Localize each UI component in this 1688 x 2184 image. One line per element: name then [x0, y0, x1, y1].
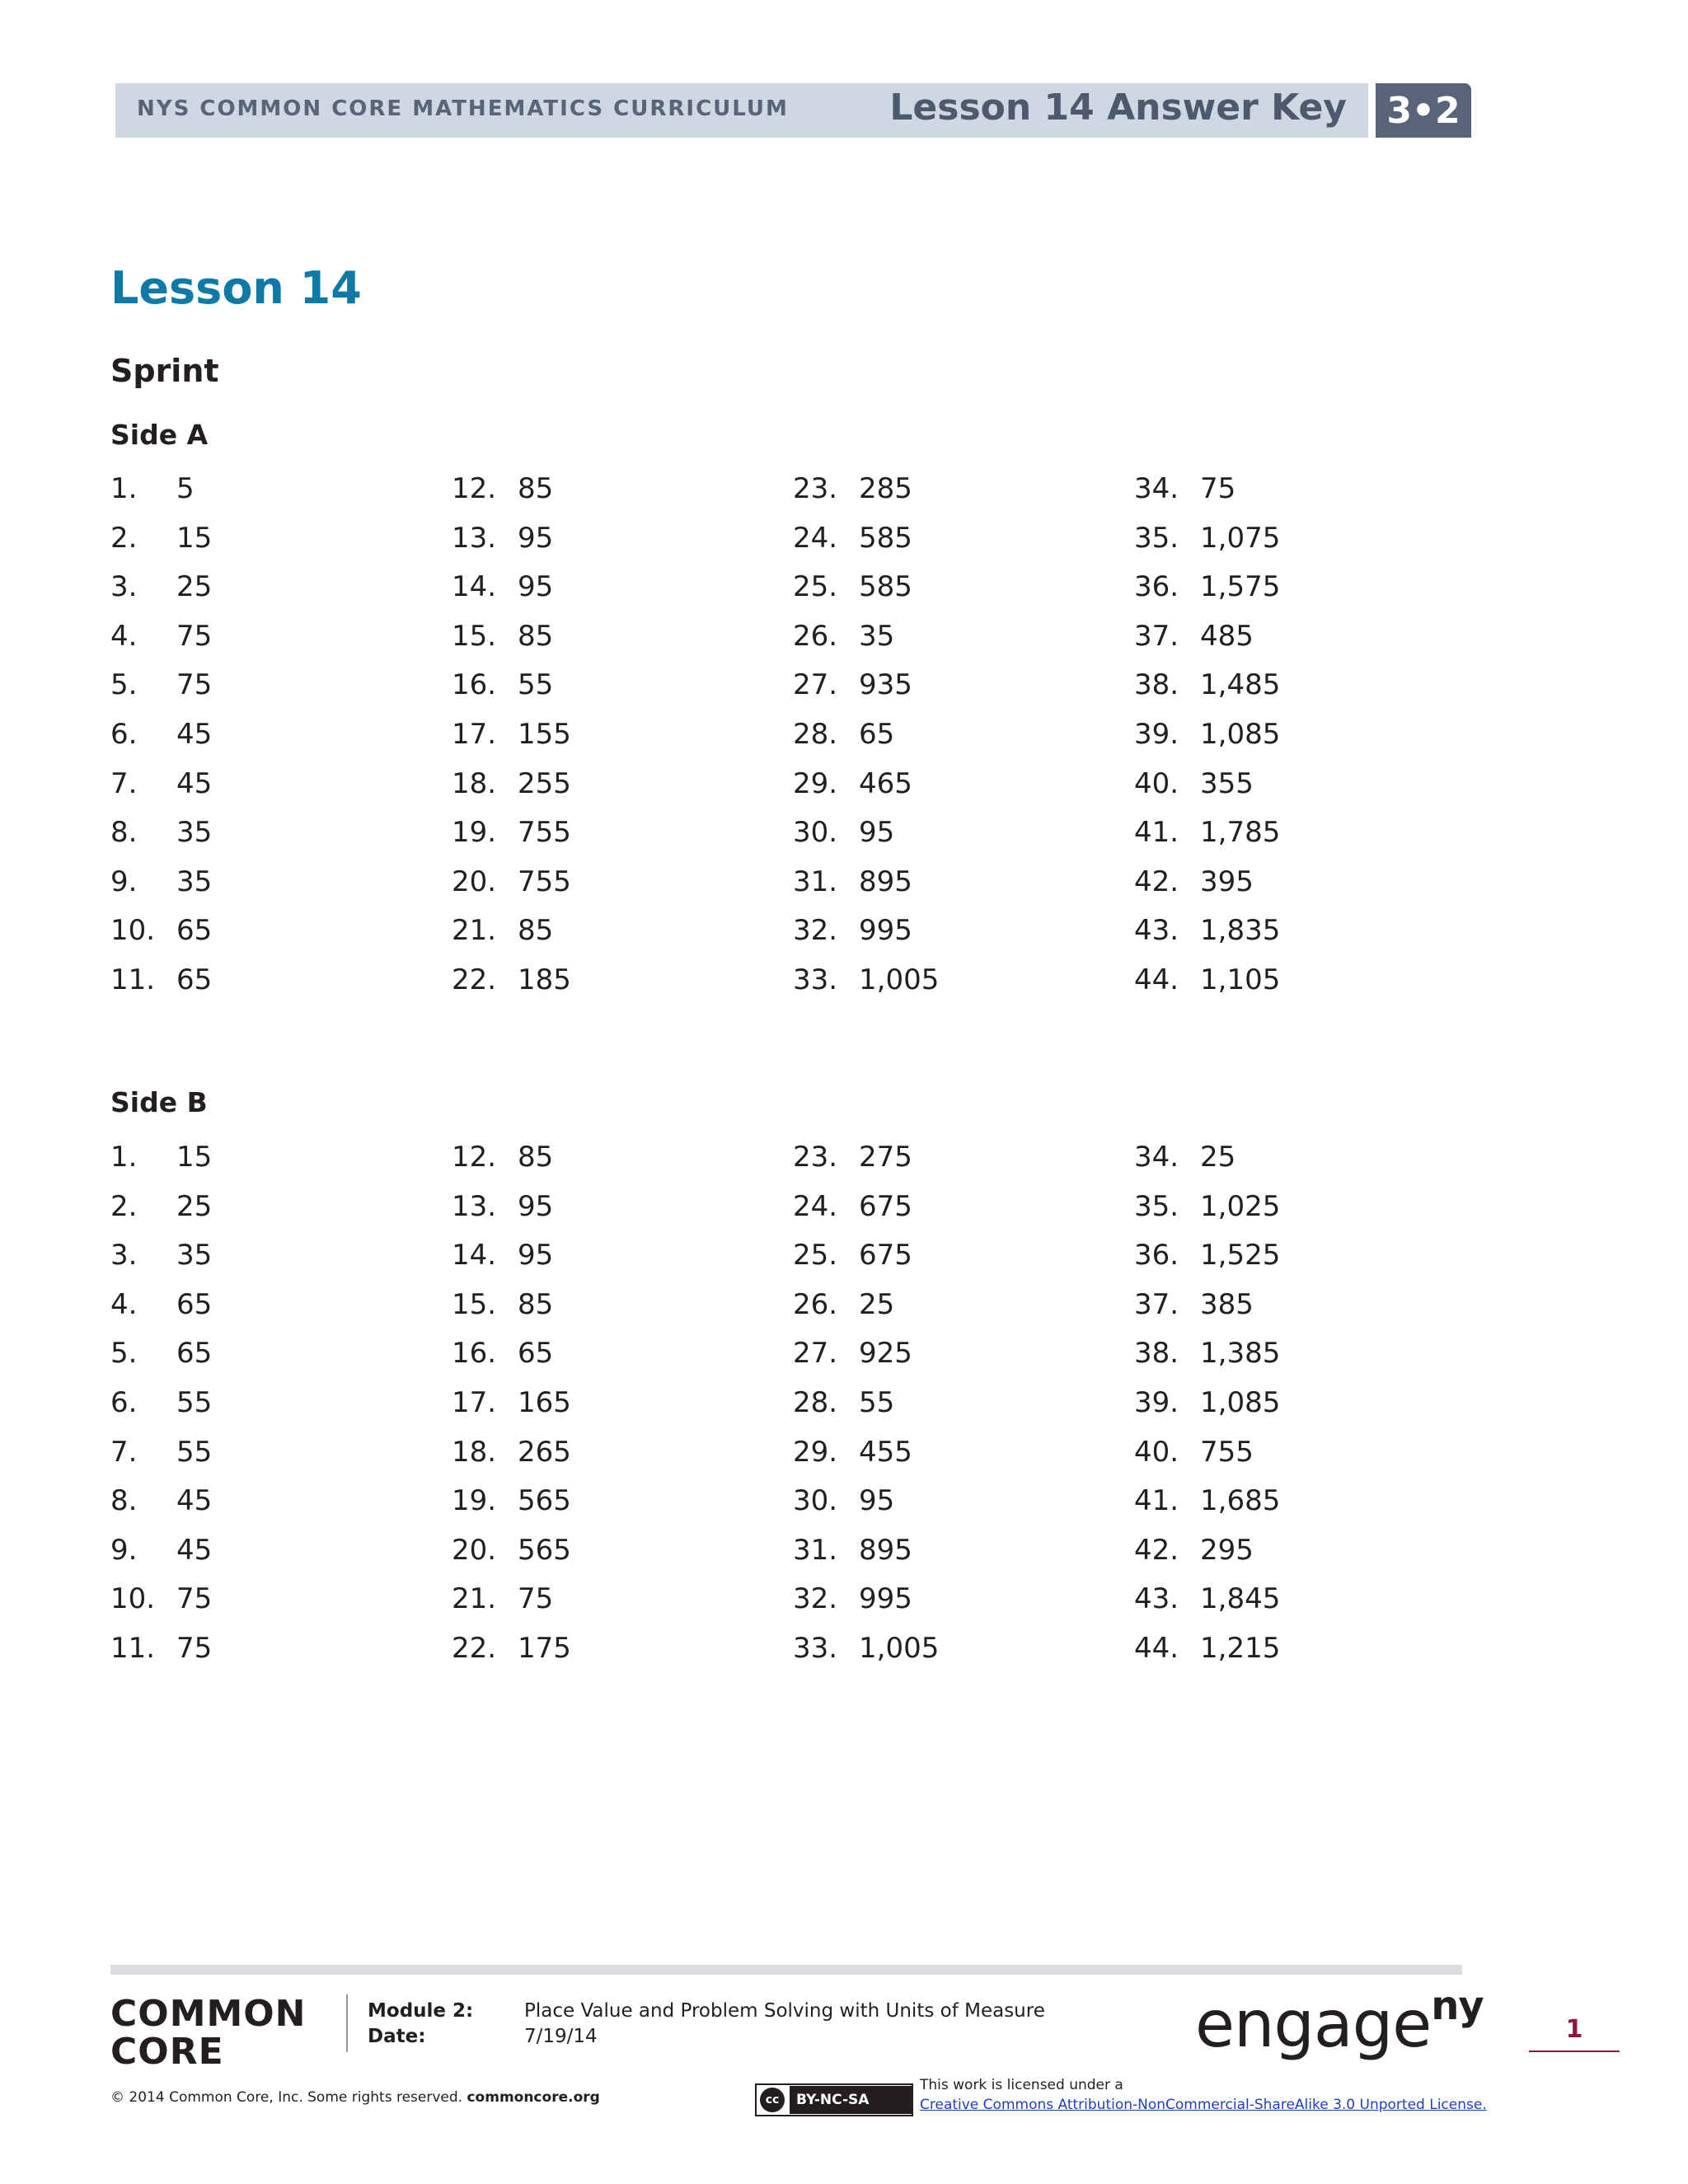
side-b-answer-item: [110, 1230, 440, 1280]
problem-number: 41.: [1134, 816, 1179, 850]
problem-number: 9.: [110, 1533, 138, 1567]
side-a-title: Side A: [110, 419, 209, 451]
side-b-answer-item: [1134, 1526, 1464, 1575]
side-a-answer-item: [452, 759, 781, 808]
answer-value: 295: [1200, 1533, 1254, 1567]
side-a-answer-item: [793, 562, 1123, 612]
side-a-answer-item: [793, 955, 1123, 1005]
problem-number: 2.: [110, 1189, 138, 1223]
problem-number: 41.: [1134, 1484, 1179, 1518]
answer-value: 35: [859, 619, 895, 653]
problem-number: 40.: [1134, 766, 1179, 800]
side-b-answer-item: [110, 1132, 440, 1182]
answer-value: 1,085: [1200, 718, 1281, 751]
answer-value: 55: [176, 1435, 213, 1469]
problem-number: 26.: [793, 619, 838, 653]
side-a-answer-item: [110, 612, 440, 661]
side-a-answer-item: [1134, 710, 1464, 759]
problem-number: 32.: [793, 1582, 838, 1616]
answer-value: 75: [518, 1582, 554, 1616]
side-b-answer-item: [793, 1526, 1123, 1575]
cc-icon: cc: [760, 2088, 785, 2112]
side-b-answer-item: [452, 1280, 781, 1329]
problem-number: 14.: [452, 1239, 497, 1272]
problem-number: 38.: [1134, 668, 1179, 702]
problem-number: 28.: [793, 1386, 838, 1419]
copyright-site: commoncore.org: [467, 2089, 600, 2106]
side-a-answer-item: [793, 808, 1123, 857]
side-a-answer-item: [1134, 513, 1464, 563]
answer-value: 1,575: [1200, 570, 1281, 604]
side-a-answer-item: [110, 710, 440, 759]
problem-number: 4.: [110, 619, 138, 653]
answer-value: 675: [859, 1189, 912, 1223]
side-a-answer-item: [110, 955, 440, 1005]
side-b-answer-item: [110, 1378, 440, 1427]
engageny-logo: [1195, 1983, 1484, 2062]
side-a-answer-item: [793, 464, 1123, 513]
answer-value: 95: [859, 1484, 895, 1518]
problem-number: 42.: [1134, 865, 1179, 898]
date-label: Date:: [368, 2026, 426, 2047]
side-a-answer-item: [1134, 808, 1464, 857]
answer-value: 1,005: [859, 1632, 940, 1665]
problem-number: 15.: [452, 1287, 497, 1321]
side-b-answer-item: [452, 1329, 781, 1378]
problem-number: 40.: [1134, 1435, 1179, 1469]
side-b-answer-item: [1134, 1624, 1464, 1673]
sprint-title: Sprint: [110, 353, 219, 389]
answer-value: 85: [518, 472, 554, 505]
side-b-answer-item: [110, 1574, 440, 1624]
side-a-answer-item: [110, 857, 440, 907]
problem-number: 7.: [110, 766, 138, 800]
curriculum-title: NYS COMMON CORE MATHEMATICS CURRICULUM: [137, 96, 789, 121]
problem-number: 44.: [1134, 963, 1179, 996]
side-b-answer-item: [1134, 1476, 1464, 1526]
problem-number: 43.: [1134, 1582, 1179, 1616]
side-b-answer-item: [110, 1526, 440, 1575]
problem-number: 29.: [793, 1435, 838, 1469]
problem-number: 6.: [110, 718, 138, 751]
problem-number: 8.: [110, 1484, 138, 1518]
side-a-answer-item: [793, 710, 1123, 759]
answer-value: 1,835: [1200, 914, 1281, 948]
side-a-answer-item: [452, 710, 781, 759]
side-b-answer-item: [1134, 1230, 1464, 1280]
answer-value: 1,215: [1200, 1632, 1281, 1665]
answer-value: 25: [859, 1287, 895, 1321]
license-link[interactable]: Creative Commons Attribution-NonCommercial-ShareAlike 3.0 Unported License.: [920, 2097, 1487, 2113]
problem-number: 4.: [110, 1287, 138, 1321]
problem-number: 35.: [1134, 521, 1179, 555]
answer-key-title: Lesson 14 Answer Key: [889, 87, 1347, 129]
problem-number: 42.: [1134, 1533, 1179, 1567]
answer-value: 165: [518, 1386, 571, 1419]
problem-number: 1.: [110, 1141, 138, 1174]
answer-value: 75: [176, 1632, 213, 1665]
answer-value: 75: [176, 1582, 213, 1616]
answer-value: 755: [1200, 1435, 1254, 1469]
answer-value: 35: [176, 865, 213, 898]
side-a-answer-item: [793, 759, 1123, 808]
answer-value: 85: [518, 619, 554, 653]
problem-number: 15.: [452, 619, 497, 653]
side-b-answer-grid: [110, 1132, 1479, 1676]
side-b-answer-item: [452, 1624, 781, 1673]
problem-number: 10.: [110, 1582, 156, 1616]
side-a-answer-item: [110, 513, 440, 563]
side-b-answer-item: [452, 1182, 781, 1231]
answer-value: 385: [1200, 1287, 1254, 1321]
side-a-answer-item: [452, 660, 781, 710]
problem-number: 17.: [452, 1386, 497, 1419]
answer-value: 355: [1200, 766, 1254, 800]
answer-value: 565: [518, 1484, 571, 1518]
problem-number: 31.: [793, 1533, 838, 1567]
license-intro: This work is licensed under a: [920, 2077, 1123, 2093]
side-a-answer-item: [1134, 464, 1464, 513]
side-b-answer-item: [793, 1624, 1123, 1673]
lesson-title: Lesson 14: [110, 262, 362, 314]
creative-commons-badge: [755, 2083, 913, 2116]
side-a-answer-item: [1134, 612, 1464, 661]
answer-value: 1,075: [1200, 521, 1281, 555]
answer-value: 55: [176, 1386, 213, 1419]
side-b-answer-item: [793, 1182, 1123, 1231]
side-a-answer-item: [110, 660, 440, 710]
answer-value: 15: [176, 521, 213, 555]
side-b-answer-item: [452, 1427, 781, 1477]
problem-number: 11.: [110, 1632, 156, 1665]
problem-number: 20.: [452, 865, 497, 898]
page-number: 1: [1565, 2015, 1583, 2044]
answer-value: 95: [518, 570, 554, 604]
answer-value: 1,085: [1200, 1386, 1281, 1419]
page-number-underline: [1529, 2050, 1620, 2052]
answer-value: 65: [176, 1337, 213, 1371]
answer-value: 45: [176, 766, 213, 800]
answer-value: 15: [176, 1141, 213, 1174]
answer-value: 455: [859, 1435, 912, 1469]
side-b-answer-item: [110, 1624, 440, 1673]
side-b-answer-item: [452, 1230, 781, 1280]
header-bar: [115, 83, 1368, 138]
problem-number: 25.: [793, 570, 838, 604]
logo-line-2: CORE: [110, 2031, 224, 2073]
side-a-answer-grid: [110, 464, 1479, 1008]
problem-number: 13.: [452, 521, 497, 555]
answer-value: 275: [859, 1141, 912, 1174]
side-a-answer-item: [452, 808, 781, 857]
answer-value: 45: [176, 1484, 213, 1518]
answer-value: 55: [859, 1386, 895, 1419]
problem-number: 12.: [452, 472, 497, 505]
answer-value: 75: [1200, 472, 1236, 505]
side-a-answer-item: [1134, 660, 1464, 710]
problem-number: 11.: [110, 963, 156, 996]
problem-number: 22.: [452, 1632, 497, 1665]
problem-number: 22.: [452, 963, 497, 996]
engage-ny-superscript: ny: [1431, 1983, 1484, 2029]
answer-value: 1,785: [1200, 816, 1281, 850]
module-label: Module 2:: [368, 2000, 474, 2022]
problem-number: 35.: [1134, 1189, 1179, 1223]
problem-number: 14.: [452, 570, 497, 604]
engage-text: engage: [1195, 1988, 1432, 2062]
problem-number: 26.: [793, 1287, 838, 1321]
problem-number: 30.: [793, 816, 838, 850]
answer-value: 285: [859, 472, 912, 505]
problem-number: 7.: [110, 1435, 138, 1469]
answer-value: 1,005: [859, 963, 940, 996]
side-b-answer-item: [793, 1378, 1123, 1427]
problem-number: 21.: [452, 914, 497, 948]
side-a-answer-item: [1134, 906, 1464, 955]
answer-value: 265: [518, 1435, 571, 1469]
footer-divider: [110, 1965, 1462, 1975]
answer-value: 95: [518, 1189, 554, 1223]
side-a-answer-item: [452, 857, 781, 907]
cc-license-type: BY-NC-SA: [790, 2086, 912, 2114]
answer-value: 1,485: [1200, 668, 1281, 702]
problem-number: 8.: [110, 816, 138, 850]
answer-value: 65: [518, 1337, 554, 1371]
problem-number: 38.: [1134, 1337, 1179, 1371]
side-b-answer-item: [110, 1476, 440, 1526]
problem-number: 39.: [1134, 718, 1179, 751]
answer-value: 995: [859, 914, 912, 948]
answer-value: 175: [518, 1632, 571, 1665]
side-b-answer-item: [110, 1182, 440, 1231]
side-b-answer-item: [1134, 1427, 1464, 1477]
answer-value: 755: [518, 816, 571, 850]
answer-value: 485: [1200, 619, 1254, 653]
side-a-answer-item: [793, 513, 1123, 563]
problem-number: 36.: [1134, 570, 1179, 604]
side-a-answer-item: [793, 612, 1123, 661]
answer-value: 155: [518, 718, 571, 751]
answer-value: 95: [518, 1239, 554, 1272]
answer-value: 25: [1200, 1141, 1236, 1174]
answer-value: 85: [518, 1141, 554, 1174]
side-b-answer-item: [452, 1574, 781, 1624]
side-a-answer-item: [1134, 955, 1464, 1005]
problem-number: 37.: [1134, 1287, 1179, 1321]
answer-value: 1,385: [1200, 1337, 1281, 1371]
problem-number: 3.: [110, 570, 138, 604]
problem-number: 18.: [452, 766, 497, 800]
answer-value: 65: [176, 914, 213, 948]
side-b-answer-item: [1134, 1182, 1464, 1231]
problem-number: 34.: [1134, 472, 1179, 505]
side-b-answer-item: [110, 1427, 440, 1477]
answer-value: 995: [859, 1582, 912, 1616]
side-b-title: Side B: [110, 1086, 208, 1118]
side-b-answer-item: [452, 1476, 781, 1526]
answer-value: 25: [176, 570, 213, 604]
answer-value: 585: [859, 521, 912, 555]
problem-number: 30.: [793, 1484, 838, 1518]
problem-number: 28.: [793, 718, 838, 751]
answer-value: 5: [176, 472, 195, 505]
answer-value: 85: [518, 1287, 554, 1321]
side-b-answer-item: [1134, 1329, 1464, 1378]
answer-value: 25: [176, 1189, 213, 1223]
problem-number: 33.: [793, 963, 838, 996]
answer-value: 465: [859, 766, 912, 800]
problem-number: 17.: [452, 718, 497, 751]
answer-value: 75: [176, 619, 213, 653]
problem-number: 19.: [452, 1484, 497, 1518]
side-b-answer-item: [452, 1526, 781, 1575]
answer-value: 395: [1200, 865, 1254, 898]
problem-number: 32.: [793, 914, 838, 948]
answer-value: 45: [176, 1533, 213, 1567]
side-a-answer-item: [452, 955, 781, 1005]
problem-number: 27.: [793, 668, 838, 702]
answer-value: 85: [518, 914, 554, 948]
grade-module-badge: 3•2: [1376, 83, 1471, 138]
common-core-logo: [110, 1995, 307, 2071]
problem-number: 5.: [110, 668, 138, 702]
answer-value: 585: [859, 570, 912, 604]
side-a-answer-item: [793, 660, 1123, 710]
side-b-answer-item: [793, 1132, 1123, 1182]
side-a-answer-item: [1134, 759, 1464, 808]
side-a-answer-item: [1134, 562, 1464, 612]
side-a-answer-item: [452, 906, 781, 955]
answer-value: 925: [859, 1337, 912, 1371]
date-value: 7/19/14: [524, 2026, 598, 2047]
answer-value: 1,105: [1200, 963, 1281, 996]
side-a-answer-item: [452, 513, 781, 563]
problem-number: 12.: [452, 1141, 497, 1174]
answer-value: 565: [518, 1533, 571, 1567]
answer-value: 65: [176, 963, 213, 996]
problem-number: 43.: [1134, 914, 1179, 948]
answer-value: 1,025: [1200, 1189, 1281, 1223]
answer-value: 895: [859, 865, 912, 898]
answer-value: 75: [176, 668, 213, 702]
copyright: [110, 2089, 600, 2106]
problem-number: 36.: [1134, 1239, 1179, 1272]
answer-value: 1,685: [1200, 1484, 1281, 1518]
side-a-answer-item: [110, 562, 440, 612]
answer-value: 35: [176, 816, 213, 850]
logo-line-1: COMMON: [110, 1993, 307, 2035]
problem-number: 9.: [110, 865, 138, 898]
problem-number: 6.: [110, 1386, 138, 1419]
side-b-answer-item: [793, 1230, 1123, 1280]
problem-number: 2.: [110, 521, 138, 555]
answer-value: 895: [859, 1533, 912, 1567]
problem-number: 5.: [110, 1337, 138, 1371]
problem-number: 23.: [793, 1141, 838, 1174]
problem-number: 1.: [110, 472, 138, 505]
problem-number: 37.: [1134, 619, 1179, 653]
problem-number: 24.: [793, 521, 838, 555]
footer-vertical-separator: [346, 1994, 348, 2052]
side-a-answer-item: [452, 612, 781, 661]
side-b-answer-item: [1134, 1574, 1464, 1624]
side-b-answer-item: [793, 1476, 1123, 1526]
problem-number: 3.: [110, 1239, 138, 1272]
answer-value: 1,525: [1200, 1239, 1281, 1272]
side-a-answer-item: [110, 464, 440, 513]
answer-value: 95: [859, 816, 895, 850]
side-a-answer-item: [110, 759, 440, 808]
problem-number: 10.: [110, 914, 156, 948]
side-b-answer-item: [452, 1378, 781, 1427]
problem-number: 39.: [1134, 1386, 1179, 1419]
answer-value: 755: [518, 865, 571, 898]
answer-value: 55: [518, 668, 554, 702]
side-a-answer-item: [793, 906, 1123, 955]
problem-number: 23.: [793, 472, 838, 505]
answer-value: 1,845: [1200, 1582, 1281, 1616]
module-value: Place Value and Problem Solving with Units of Measure: [524, 2000, 1045, 2022]
side-a-answer-item: [110, 906, 440, 955]
side-a-answer-item: [452, 464, 781, 513]
problem-number: 31.: [793, 865, 838, 898]
side-a-answer-item: [452, 562, 781, 612]
problem-number: 16.: [452, 668, 497, 702]
problem-number: 21.: [452, 1582, 497, 1616]
problem-number: 18.: [452, 1435, 497, 1469]
answer-value: 935: [859, 668, 912, 702]
answer-value: 255: [518, 766, 571, 800]
answer-value: 45: [176, 718, 213, 751]
copyright-text: © 2014 Common Core, Inc. Some rights reserved.: [110, 2089, 463, 2106]
answer-value: 65: [176, 1287, 213, 1321]
side-b-answer-item: [110, 1329, 440, 1378]
problem-number: 13.: [452, 1189, 497, 1223]
problem-number: 19.: [452, 816, 497, 850]
side-b-answer-item: [793, 1427, 1123, 1477]
answer-value: 65: [859, 718, 895, 751]
side-b-answer-item: [1134, 1280, 1464, 1329]
answer-value: 185: [518, 963, 571, 996]
side-a-answer-item: [793, 857, 1123, 907]
problem-number: 20.: [452, 1533, 497, 1567]
side-b-answer-item: [793, 1280, 1123, 1329]
side-a-answer-item: [110, 808, 440, 857]
problem-number: 25.: [793, 1239, 838, 1272]
side-b-answer-item: [793, 1329, 1123, 1378]
answer-value: 35: [176, 1239, 213, 1272]
problem-number: 29.: [793, 766, 838, 800]
problem-number: 33.: [793, 1632, 838, 1665]
problem-number: 27.: [793, 1337, 838, 1371]
side-b-answer-item: [452, 1132, 781, 1182]
side-b-answer-item: [793, 1574, 1123, 1624]
problem-number: 16.: [452, 1337, 497, 1371]
problem-number: 24.: [793, 1189, 838, 1223]
problem-number: 44.: [1134, 1632, 1179, 1665]
answer-value: 675: [859, 1239, 912, 1272]
answer-value: 95: [518, 521, 554, 555]
problem-number: 34.: [1134, 1141, 1179, 1174]
side-b-answer-item: [110, 1280, 440, 1329]
side-b-answer-item: [1134, 1132, 1464, 1182]
side-b-answer-item: [1134, 1378, 1464, 1427]
side-a-answer-item: [1134, 857, 1464, 907]
